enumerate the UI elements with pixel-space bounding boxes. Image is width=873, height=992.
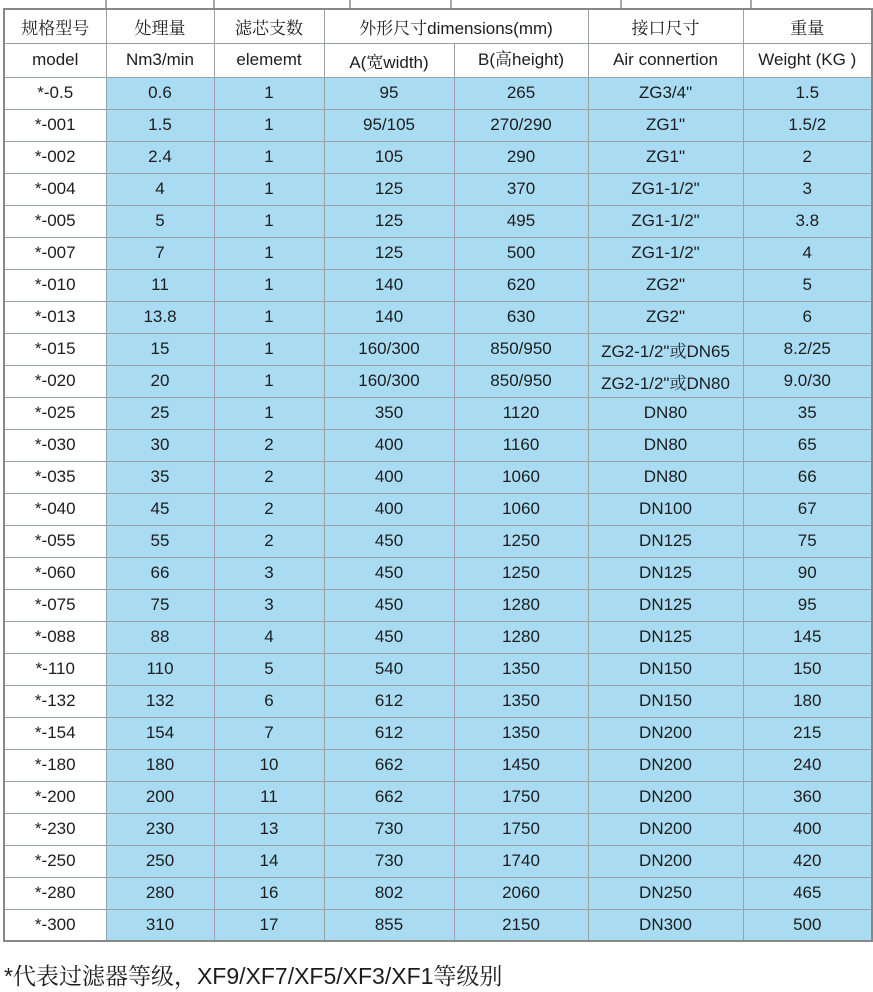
model-cell: *-020 — [4, 365, 106, 397]
width-a-cell: 160/300 — [324, 333, 454, 365]
capacity-cell: 132 — [106, 685, 214, 717]
weight-cell: 75 — [743, 525, 872, 557]
model-cell: *-007 — [4, 237, 106, 269]
model-cell: *-250 — [4, 845, 106, 877]
weight-cell: 1.5 — [743, 77, 872, 109]
height-b-cell: 850/950 — [454, 333, 588, 365]
capacity-cell: 250 — [106, 845, 214, 877]
width-a-cell: 540 — [324, 653, 454, 685]
connection-cell: DN80 — [588, 429, 743, 461]
element-count-cell: 1 — [214, 173, 324, 205]
model-cell: *-230 — [4, 813, 106, 845]
width-a-cell: 140 — [324, 269, 454, 301]
weight-cell: 4 — [743, 237, 872, 269]
capacity-cell: 280 — [106, 877, 214, 909]
width-a-cell: 802 — [324, 877, 454, 909]
capacity-cell: 15 — [106, 333, 214, 365]
spec-table-body — [4, 77, 872, 941]
element-count-cell: 1 — [214, 77, 324, 109]
capacity-cell: 45 — [106, 493, 214, 525]
width-a-cell: 125 — [324, 237, 454, 269]
table-header — [4, 9, 872, 77]
connection-cell: ZG1-1/2" — [588, 205, 743, 237]
height-b-cell: 630 — [454, 301, 588, 333]
element-count-cell: 3 — [214, 557, 324, 589]
model-cell: *-154 — [4, 717, 106, 749]
capacity-cell: 7 — [106, 237, 214, 269]
model-cell: *-180 — [4, 749, 106, 781]
capacity-cell: 0.6 — [106, 77, 214, 109]
connection-cell: DN150 — [588, 685, 743, 717]
capacity-cell: 2.4 — [106, 141, 214, 173]
header-connection-en: Air connertion — [588, 43, 743, 77]
model-cell: *-015 — [4, 333, 106, 365]
table-row — [4, 429, 872, 461]
width-a-cell: 612 — [324, 685, 454, 717]
weight-cell: 67 — [743, 493, 872, 525]
connection-cell: DN200 — [588, 781, 743, 813]
weight-cell: 66 — [743, 461, 872, 493]
table-row — [4, 141, 872, 173]
header-row-cn — [4, 9, 872, 43]
weight-cell: 3 — [743, 173, 872, 205]
connection-cell: ZG1" — [588, 141, 743, 173]
height-b-cell: 1280 — [454, 589, 588, 621]
element-count-cell: 10 — [214, 749, 324, 781]
width-a-cell: 125 — [324, 173, 454, 205]
connection-cell: DN125 — [588, 589, 743, 621]
capacity-cell: 200 — [106, 781, 214, 813]
capacity-cell: 55 — [106, 525, 214, 557]
width-a-cell: 160/300 — [324, 365, 454, 397]
model-cell: *-025 — [4, 397, 106, 429]
element-count-cell: 4 — [214, 621, 324, 653]
connection-cell: ZG3/4" — [588, 77, 743, 109]
element-count-cell: 1 — [214, 365, 324, 397]
capacity-cell: 11 — [106, 269, 214, 301]
capacity-cell: 35 — [106, 461, 214, 493]
capacity-cell: 310 — [106, 909, 214, 941]
weight-cell: 6 — [743, 301, 872, 333]
height-b-cell: 1350 — [454, 653, 588, 685]
table-row — [4, 621, 872, 653]
width-a-cell: 400 — [324, 429, 454, 461]
header-capacity-cn: 处理量 — [106, 9, 214, 43]
width-a-cell: 662 — [324, 781, 454, 813]
table-row — [4, 493, 872, 525]
weight-cell: 3.8 — [743, 205, 872, 237]
weight-cell: 500 — [743, 909, 872, 941]
capacity-cell: 1.5 — [106, 109, 214, 141]
weight-cell: 65 — [743, 429, 872, 461]
width-a-cell: 95 — [324, 77, 454, 109]
connection-cell: DN125 — [588, 557, 743, 589]
header-width-a: A(宽width) — [324, 43, 454, 77]
element-count-cell: 2 — [214, 525, 324, 557]
filter-spec-table — [3, 8, 873, 942]
model-cell: *-004 — [4, 173, 106, 205]
element-count-cell: 1 — [214, 205, 324, 237]
table-row — [4, 173, 872, 205]
height-b-cell: 370 — [454, 173, 588, 205]
table-row — [4, 525, 872, 557]
width-a-cell: 730 — [324, 845, 454, 877]
connection-cell: ZG1-1/2" — [588, 237, 743, 269]
model-cell: *-060 — [4, 557, 106, 589]
weight-cell: 5 — [743, 269, 872, 301]
height-b-cell: 1750 — [454, 813, 588, 845]
connection-cell: ZG2-1/2"或DN65 — [588, 333, 743, 365]
table-row — [4, 813, 872, 845]
header-dimensions: 外形尺寸dimensions(mm) — [324, 9, 588, 43]
header-capacity-unit: Nm3/min — [106, 43, 214, 77]
width-a-cell: 450 — [324, 589, 454, 621]
element-count-cell: 1 — [214, 141, 324, 173]
table-row — [4, 77, 872, 109]
height-b-cell: 1250 — [454, 557, 588, 589]
element-count-cell: 13 — [214, 813, 324, 845]
height-b-cell: 850/950 — [454, 365, 588, 397]
header-weight-cn: 重量 — [743, 9, 872, 43]
width-a-cell: 855 — [324, 909, 454, 941]
connection-cell: ZG1-1/2" — [588, 173, 743, 205]
table-row — [4, 333, 872, 365]
connection-cell: ZG1" — [588, 109, 743, 141]
connection-cell: DN125 — [588, 525, 743, 557]
weight-cell: 90 — [743, 557, 872, 589]
table-row — [4, 781, 872, 813]
header-connection-cn: 接口尺寸 — [588, 9, 743, 43]
height-b-cell: 495 — [454, 205, 588, 237]
element-count-cell: 1 — [214, 301, 324, 333]
weight-cell: 180 — [743, 685, 872, 717]
table-row — [4, 205, 872, 237]
weight-cell: 215 — [743, 717, 872, 749]
height-b-cell: 1750 — [454, 781, 588, 813]
capacity-cell: 13.8 — [106, 301, 214, 333]
model-cell: *-002 — [4, 141, 106, 173]
height-b-cell: 1120 — [454, 397, 588, 429]
element-count-cell: 7 — [214, 717, 324, 749]
model-cell: *-001 — [4, 109, 106, 141]
weight-cell: 240 — [743, 749, 872, 781]
connection-cell: DN150 — [588, 653, 743, 685]
model-cell: *-110 — [4, 653, 106, 685]
connection-cell: DN200 — [588, 845, 743, 877]
table-row — [4, 909, 872, 941]
height-b-cell: 1350 — [454, 685, 588, 717]
table-row — [4, 269, 872, 301]
height-b-cell: 1350 — [454, 717, 588, 749]
width-a-cell: 612 — [324, 717, 454, 749]
model-cell: *-132 — [4, 685, 106, 717]
height-b-cell: 290 — [454, 141, 588, 173]
width-a-cell: 450 — [324, 557, 454, 589]
table-row — [4, 685, 872, 717]
element-count-cell: 1 — [214, 269, 324, 301]
height-b-cell: 265 — [454, 77, 588, 109]
element-count-cell: 11 — [214, 781, 324, 813]
height-b-cell: 1740 — [454, 845, 588, 877]
model-cell: *-075 — [4, 589, 106, 621]
table-row — [4, 237, 872, 269]
width-a-cell: 662 — [324, 749, 454, 781]
weight-cell: 360 — [743, 781, 872, 813]
capacity-cell: 154 — [106, 717, 214, 749]
model-cell: *-013 — [4, 301, 106, 333]
grade-footnote: *代表过滤器等级，XF9/XF7/XF5/XF3/XF1等级别 — [4, 963, 503, 989]
table-row — [4, 301, 872, 333]
weight-cell: 9.0/30 — [743, 365, 872, 397]
capacity-cell: 4 — [106, 173, 214, 205]
element-count-cell: 1 — [214, 333, 324, 365]
element-count-cell: 1 — [214, 397, 324, 429]
model-cell: *-055 — [4, 525, 106, 557]
connection-cell: DN100 — [588, 493, 743, 525]
element-count-cell: 1 — [214, 237, 324, 269]
width-a-cell: 400 — [324, 461, 454, 493]
height-b-cell: 1160 — [454, 429, 588, 461]
weight-cell: 2 — [743, 141, 872, 173]
header-model-cn: 规格型号 — [4, 9, 106, 43]
element-count-cell: 6 — [214, 685, 324, 717]
connection-cell: ZG2-1/2"或DN80 — [588, 365, 743, 397]
table-row — [4, 877, 872, 909]
width-a-cell: 125 — [324, 205, 454, 237]
capacity-cell: 88 — [106, 621, 214, 653]
model-cell: *-010 — [4, 269, 106, 301]
weight-cell: 145 — [743, 621, 872, 653]
width-a-cell: 105 — [324, 141, 454, 173]
connection-cell: DN200 — [588, 717, 743, 749]
table-row — [4, 461, 872, 493]
header-weight-en: Weight (KG ) — [743, 43, 872, 77]
element-count-cell: 3 — [214, 589, 324, 621]
width-a-cell: 450 — [324, 621, 454, 653]
element-count-cell: 2 — [214, 493, 324, 525]
model-cell: *-200 — [4, 781, 106, 813]
table-row — [4, 109, 872, 141]
header-height-b: B(高height) — [454, 43, 588, 77]
capacity-cell: 66 — [106, 557, 214, 589]
model-cell: *-035 — [4, 461, 106, 493]
capacity-cell: 5 — [106, 205, 214, 237]
connection-cell: ZG2" — [588, 269, 743, 301]
element-count-cell: 1 — [214, 109, 324, 141]
width-a-cell: 350 — [324, 397, 454, 429]
table-row — [4, 653, 872, 685]
height-b-cell: 1060 — [454, 493, 588, 525]
model-cell: *-280 — [4, 877, 106, 909]
capacity-cell: 230 — [106, 813, 214, 845]
capacity-cell: 30 — [106, 429, 214, 461]
connection-cell: DN300 — [588, 909, 743, 941]
element-count-cell: 5 — [214, 653, 324, 685]
height-b-cell: 1060 — [454, 461, 588, 493]
capacity-cell: 110 — [106, 653, 214, 685]
width-a-cell: 400 — [324, 493, 454, 525]
weight-cell: 35 — [743, 397, 872, 429]
connection-cell: DN125 — [588, 621, 743, 653]
weight-cell: 420 — [743, 845, 872, 877]
header-elements-en: elememt — [214, 43, 324, 77]
model-cell: *-088 — [4, 621, 106, 653]
height-b-cell: 1450 — [454, 749, 588, 781]
table-row — [4, 589, 872, 621]
weight-cell: 400 — [743, 813, 872, 845]
model-cell: *-040 — [4, 493, 106, 525]
height-b-cell: 2150 — [454, 909, 588, 941]
table-row — [4, 397, 872, 429]
weight-cell: 8.2/25 — [743, 333, 872, 365]
header-row-en — [4, 43, 872, 77]
connection-cell: ZG2" — [588, 301, 743, 333]
element-count-cell: 2 — [214, 429, 324, 461]
connection-cell: DN80 — [588, 461, 743, 493]
connection-cell: DN80 — [588, 397, 743, 429]
connection-cell: DN200 — [588, 813, 743, 845]
connection-cell: DN250 — [588, 877, 743, 909]
table-row — [4, 749, 872, 781]
capacity-cell: 25 — [106, 397, 214, 429]
model-cell: *-030 — [4, 429, 106, 461]
header-elements-cn: 滤芯支数 — [214, 9, 324, 43]
width-a-cell: 730 — [324, 813, 454, 845]
table-row — [4, 365, 872, 397]
table-row — [4, 845, 872, 877]
capacity-cell: 75 — [106, 589, 214, 621]
width-a-cell: 140 — [324, 301, 454, 333]
weight-cell: 1.5/2 — [743, 109, 872, 141]
element-count-cell: 16 — [214, 877, 324, 909]
weight-cell: 95 — [743, 589, 872, 621]
capacity-cell: 20 — [106, 365, 214, 397]
height-b-cell: 2060 — [454, 877, 588, 909]
element-count-cell: 2 — [214, 461, 324, 493]
element-count-cell: 14 — [214, 845, 324, 877]
table-row — [4, 557, 872, 589]
height-b-cell: 620 — [454, 269, 588, 301]
height-b-cell: 500 — [454, 237, 588, 269]
weight-cell: 150 — [743, 653, 872, 685]
width-a-cell: 95/105 — [324, 109, 454, 141]
capacity-cell: 180 — [106, 749, 214, 781]
header-model-en: model — [4, 43, 106, 77]
width-a-cell: 450 — [324, 525, 454, 557]
connection-cell: DN200 — [588, 749, 743, 781]
model-cell: *-300 — [4, 909, 106, 941]
model-cell: *-0.5 — [4, 77, 106, 109]
height-b-cell: 1250 — [454, 525, 588, 557]
height-b-cell: 1280 — [454, 621, 588, 653]
model-cell: *-005 — [4, 205, 106, 237]
table-row — [4, 717, 872, 749]
weight-cell: 465 — [743, 877, 872, 909]
element-count-cell: 17 — [214, 909, 324, 941]
height-b-cell: 270/290 — [454, 109, 588, 141]
